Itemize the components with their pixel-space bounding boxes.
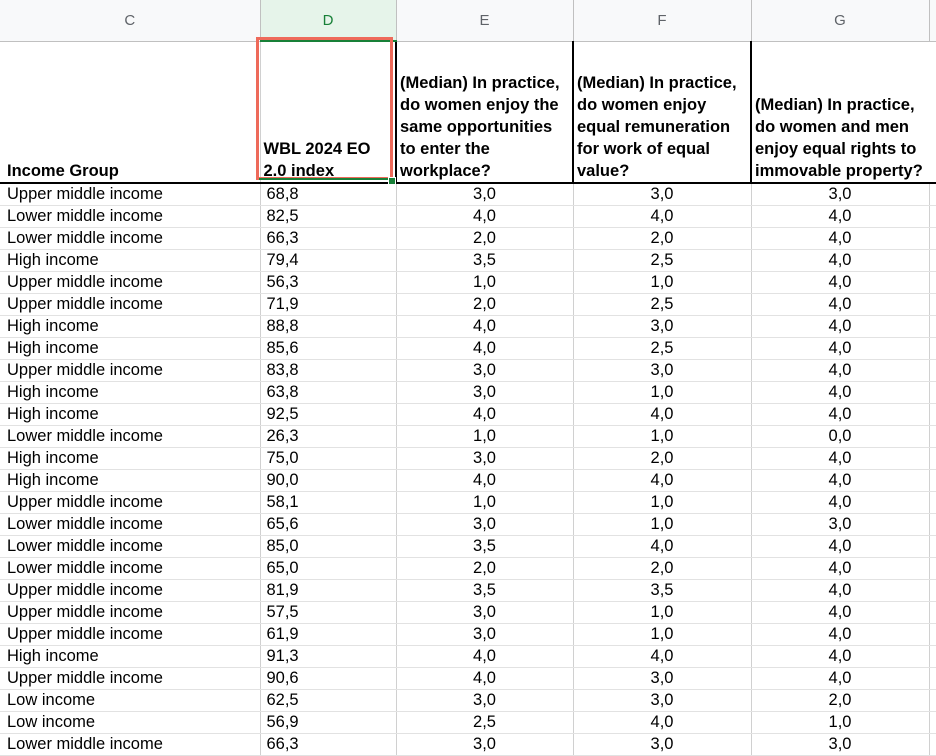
empty-cell[interactable] (929, 360, 936, 382)
income-group-cell[interactable]: High income (0, 646, 260, 668)
income-group-cell[interactable]: High income (0, 382, 260, 404)
remuneration-score-cell[interactable]: 4,0 (573, 404, 751, 426)
remuneration-score-cell[interactable]: 2,5 (573, 250, 751, 272)
remuneration-score-cell[interactable]: 2,0 (573, 228, 751, 250)
table-header-row (0, 41, 936, 183)
remuneration-score-cell[interactable]: 4,0 (573, 712, 751, 734)
empty-cell[interactable] (929, 624, 936, 646)
table-row (0, 602, 936, 624)
wbl-index-cell[interactable]: 68,8 (260, 183, 396, 206)
property-score-cell[interactable]: 4,0 (751, 228, 929, 250)
wbl-index-cell[interactable]: 65,0 (260, 558, 396, 580)
income-group-cell[interactable]: Upper middle income (0, 624, 260, 646)
wbl-index-cell[interactable]: 91,3 (260, 646, 396, 668)
wbl-index-cell[interactable]: 75,0 (260, 448, 396, 470)
income-group-cell[interactable]: Lower middle income (0, 426, 260, 448)
table-row (0, 316, 936, 338)
fill-handle[interactable] (388, 177, 396, 185)
wbl-index-cell[interactable]: 63,8 (260, 382, 396, 404)
wbl-index-cell[interactable]: 90,0 (260, 470, 396, 492)
workplace-score-cell[interactable]: 3,0 (396, 360, 573, 382)
workplace-score-cell[interactable]: 3,5 (396, 536, 573, 558)
empty-cell[interactable] (929, 206, 936, 228)
income-group-cell[interactable]: Low income (0, 712, 260, 734)
remuneration-score-cell[interactable]: 4,0 (573, 646, 751, 668)
header-remuneration-question[interactable]: (Median) In practice, do women enjoy equal remuneration for work of equal value? (573, 41, 751, 183)
workplace-score-cell[interactable]: 3,0 (396, 734, 573, 756)
empty-cell[interactable] (929, 338, 936, 360)
table-row (0, 338, 936, 360)
wbl-index-cell[interactable]: 85,0 (260, 536, 396, 558)
workplace-score-cell[interactable]: 1,0 (396, 492, 573, 514)
remuneration-score-cell[interactable]: 2,5 (573, 338, 751, 360)
workplace-score-cell[interactable]: 3,0 (396, 690, 573, 712)
empty-cell[interactable] (929, 734, 936, 756)
remuneration-score-cell[interactable]: 3,0 (573, 316, 751, 338)
remuneration-score-cell[interactable]: 1,0 (573, 426, 751, 448)
wbl-index-cell[interactable]: 92,5 (260, 404, 396, 426)
property-score-cell[interactable]: 4,0 (751, 206, 929, 228)
empty-cell[interactable] (929, 602, 936, 624)
remuneration-score-cell[interactable]: 1,0 (573, 514, 751, 536)
property-score-cell[interactable]: 2,0 (751, 690, 929, 712)
workplace-score-cell[interactable]: 4,0 (396, 668, 573, 690)
property-score-cell[interactable]: 1,0 (751, 712, 929, 734)
empty-cell[interactable] (929, 448, 936, 470)
remuneration-score-cell[interactable]: 3,5 (573, 580, 751, 602)
property-score-cell[interactable]: 3,0 (751, 514, 929, 536)
wbl-index-cell[interactable]: 61,9 (260, 624, 396, 646)
income-group-cell[interactable]: Upper middle income (0, 580, 260, 602)
remuneration-score-cell[interactable]: 1,0 (573, 382, 751, 404)
wbl-index-cell[interactable]: 65,6 (260, 514, 396, 536)
wbl-index-cell[interactable]: 79,4 (260, 250, 396, 272)
table-row (0, 382, 936, 404)
income-group-cell[interactable]: High income (0, 250, 260, 272)
column-header-f[interactable]: F (573, 0, 751, 41)
empty-cell[interactable] (929, 690, 936, 712)
table-row (0, 360, 936, 382)
workplace-score-cell[interactable]: 2,0 (396, 228, 573, 250)
income-group-cell[interactable]: Upper middle income (0, 294, 260, 316)
remuneration-score-cell[interactable]: 1,0 (573, 624, 751, 646)
property-score-cell[interactable]: 4,0 (751, 360, 929, 382)
table-row (0, 294, 936, 316)
wbl-index-cell[interactable]: 57,5 (260, 602, 396, 624)
column-header-h[interactable] (929, 0, 936, 41)
table-row (0, 404, 936, 426)
table-row (0, 536, 936, 558)
table-row (0, 470, 936, 492)
workplace-score-cell[interactable]: 2,0 (396, 558, 573, 580)
workplace-score-cell[interactable]: 4,0 (396, 316, 573, 338)
income-group-cell[interactable]: High income (0, 404, 260, 426)
workplace-score-cell[interactable]: 4,0 (396, 338, 573, 360)
remuneration-score-cell[interactable]: 2,0 (573, 558, 751, 580)
column-header-c[interactable]: C (0, 0, 260, 41)
remuneration-score-cell[interactable]: 1,0 (573, 602, 751, 624)
table-row (0, 250, 936, 272)
property-score-cell[interactable]: 3,0 (751, 734, 929, 756)
income-group-cell[interactable]: Lower middle income (0, 558, 260, 580)
header-workplace-question[interactable]: (Median) In practice, do women enjoy the same opportunities to enter the workplace? (396, 41, 573, 183)
workplace-score-cell[interactable]: 3,0 (396, 183, 573, 206)
remuneration-score-cell[interactable]: 1,0 (573, 272, 751, 294)
property-score-cell[interactable]: 4,0 (751, 536, 929, 558)
table-row (0, 448, 936, 470)
empty-cell[interactable] (929, 536, 936, 558)
property-score-cell[interactable]: 4,0 (751, 250, 929, 272)
header-wbl-index[interactable]: WBL 2024 EO 2.0 index (260, 41, 396, 183)
empty-cell[interactable] (929, 668, 936, 690)
property-score-cell[interactable]: 4,0 (751, 294, 929, 316)
workplace-score-cell[interactable]: 3,5 (396, 250, 573, 272)
remuneration-score-cell[interactable]: 3,0 (573, 734, 751, 756)
income-group-cell[interactable]: Upper middle income (0, 272, 260, 294)
empty-cell[interactable] (929, 514, 936, 536)
property-score-cell[interactable]: 4,0 (751, 646, 929, 668)
table-row (0, 272, 936, 294)
income-group-cell[interactable]: Lower middle income (0, 228, 260, 250)
income-group-cell[interactable]: High income (0, 448, 260, 470)
column-header-row (0, 0, 936, 41)
wbl-index-cell[interactable]: 62,5 (260, 690, 396, 712)
income-group-cell[interactable]: Lower middle income (0, 514, 260, 536)
remuneration-score-cell[interactable]: 4,0 (573, 470, 751, 492)
remuneration-score-cell[interactable]: 1,0 (573, 492, 751, 514)
wbl-index-cell[interactable]: 82,5 (260, 206, 396, 228)
income-group-cell[interactable]: High income (0, 338, 260, 360)
property-score-cell[interactable]: 4,0 (751, 558, 929, 580)
remuneration-score-cell[interactable]: 3,0 (573, 183, 751, 206)
table-row (0, 580, 936, 602)
property-score-cell[interactable]: 4,0 (751, 404, 929, 426)
table-row (0, 668, 936, 690)
wbl-index-cell[interactable]: 58,1 (260, 492, 396, 514)
income-group-cell[interactable]: Lower middle income (0, 206, 260, 228)
remuneration-score-cell[interactable]: 2,5 (573, 294, 751, 316)
empty-cell[interactable] (929, 470, 936, 492)
empty-cell[interactable] (929, 404, 936, 426)
workplace-score-cell[interactable]: 3,0 (396, 514, 573, 536)
column-header-g[interactable]: G (751, 0, 929, 41)
empty-cell[interactable] (929, 294, 936, 316)
table-row (0, 734, 936, 756)
table-row (0, 690, 936, 712)
workplace-score-cell[interactable]: 3,5 (396, 580, 573, 602)
workplace-score-cell[interactable]: 3,0 (396, 624, 573, 646)
income-group-cell[interactable]: High income (0, 470, 260, 492)
table-row (0, 492, 936, 514)
remuneration-score-cell[interactable]: 3,0 (573, 668, 751, 690)
empty-cell[interactable] (929, 492, 936, 514)
remuneration-score-cell[interactable]: 3,0 (573, 690, 751, 712)
workplace-score-cell[interactable]: 1,0 (396, 426, 573, 448)
header-property-question[interactable]: (Median) In practice, do women and men enjoy equal rights to immovable property? (751, 41, 929, 183)
income-group-cell[interactable]: Low income (0, 690, 260, 712)
empty-cell[interactable] (929, 250, 936, 272)
workplace-score-cell[interactable]: 4,0 (396, 646, 573, 668)
property-score-cell[interactable]: 3,0 (751, 183, 929, 206)
income-group-cell[interactable]: Lower middle income (0, 536, 260, 558)
empty-cell[interactable] (929, 228, 936, 250)
remuneration-score-cell[interactable]: 3,0 (573, 360, 751, 382)
header-empty-cell[interactable] (929, 41, 936, 183)
wbl-index-cell[interactable]: 66,3 (260, 734, 396, 756)
wbl-index-cell[interactable]: 56,9 (260, 712, 396, 734)
property-score-cell[interactable]: 4,0 (751, 448, 929, 470)
table-row (0, 558, 936, 580)
workplace-score-cell[interactable]: 3,0 (396, 448, 573, 470)
property-score-cell[interactable]: 4,0 (751, 338, 929, 360)
empty-cell[interactable] (929, 183, 936, 206)
remuneration-score-cell[interactable]: 4,0 (573, 206, 751, 228)
income-group-cell[interactable]: Upper middle income (0, 360, 260, 382)
header-income-group[interactable]: Income Group (0, 41, 260, 183)
wbl-index-cell[interactable]: 90,6 (260, 668, 396, 690)
workplace-score-cell[interactable]: 4,0 (396, 206, 573, 228)
property-score-cell[interactable]: 4,0 (751, 382, 929, 404)
table-row (0, 624, 936, 646)
income-group-cell[interactable]: Upper middle income (0, 492, 260, 514)
wbl-index-cell[interactable]: 26,3 (260, 426, 396, 448)
property-score-cell[interactable]: 0,0 (751, 426, 929, 448)
property-score-cell[interactable]: 4,0 (751, 470, 929, 492)
empty-cell[interactable] (929, 646, 936, 668)
workplace-score-cell[interactable]: 4,0 (396, 470, 573, 492)
wbl-index-cell[interactable]: 83,8 (260, 360, 396, 382)
income-group-cell[interactable]: Upper middle income (0, 602, 260, 624)
property-score-cell[interactable]: 4,0 (751, 602, 929, 624)
workplace-score-cell[interactable]: 3,0 (396, 382, 573, 404)
workplace-score-cell[interactable]: 1,0 (396, 272, 573, 294)
empty-cell[interactable] (929, 316, 936, 338)
income-group-cell[interactable]: Upper middle income (0, 668, 260, 690)
workplace-score-cell[interactable]: 2,0 (396, 294, 573, 316)
wbl-index-cell[interactable]: 56,3 (260, 272, 396, 294)
income-group-cell[interactable]: Lower middle income (0, 734, 260, 756)
table-row (0, 514, 936, 536)
wbl-index-cell[interactable]: 81,9 (260, 580, 396, 602)
empty-cell[interactable] (929, 580, 936, 602)
property-score-cell[interactable]: 4,0 (751, 272, 929, 294)
workplace-score-cell[interactable]: 4,0 (396, 404, 573, 426)
table-row (0, 646, 936, 668)
income-group-cell[interactable]: High income (0, 316, 260, 338)
wbl-index-cell[interactable]: 85,6 (260, 338, 396, 360)
empty-cell[interactable] (929, 426, 936, 448)
wbl-index-cell[interactable]: 71,9 (260, 294, 396, 316)
table-row (0, 183, 936, 206)
wbl-index-cell[interactable]: 66,3 (260, 228, 396, 250)
empty-cell[interactable] (929, 272, 936, 294)
remuneration-score-cell[interactable]: 2,0 (573, 448, 751, 470)
table-row (0, 426, 936, 448)
workplace-score-cell[interactable]: 2,5 (396, 712, 573, 734)
income-group-cell[interactable]: Upper middle income (0, 183, 260, 206)
property-score-cell[interactable]: 4,0 (751, 668, 929, 690)
remuneration-score-cell[interactable]: 4,0 (573, 536, 751, 558)
empty-cell[interactable] (929, 382, 936, 404)
wbl-index-cell[interactable]: 88,8 (260, 316, 396, 338)
property-score-cell[interactable]: 4,0 (751, 316, 929, 338)
column-header-e[interactable]: E (396, 0, 573, 41)
table-row (0, 712, 936, 734)
empty-cell[interactable] (929, 558, 936, 580)
property-score-cell[interactable]: 4,0 (751, 624, 929, 646)
table-row (0, 228, 936, 250)
property-score-cell[interactable]: 4,0 (751, 580, 929, 602)
column-header-d[interactable]: D (260, 0, 396, 41)
empty-cell[interactable] (929, 712, 936, 734)
property-score-cell[interactable]: 4,0 (751, 492, 929, 514)
workplace-score-cell[interactable]: 3,0 (396, 602, 573, 624)
table-row (0, 206, 936, 228)
